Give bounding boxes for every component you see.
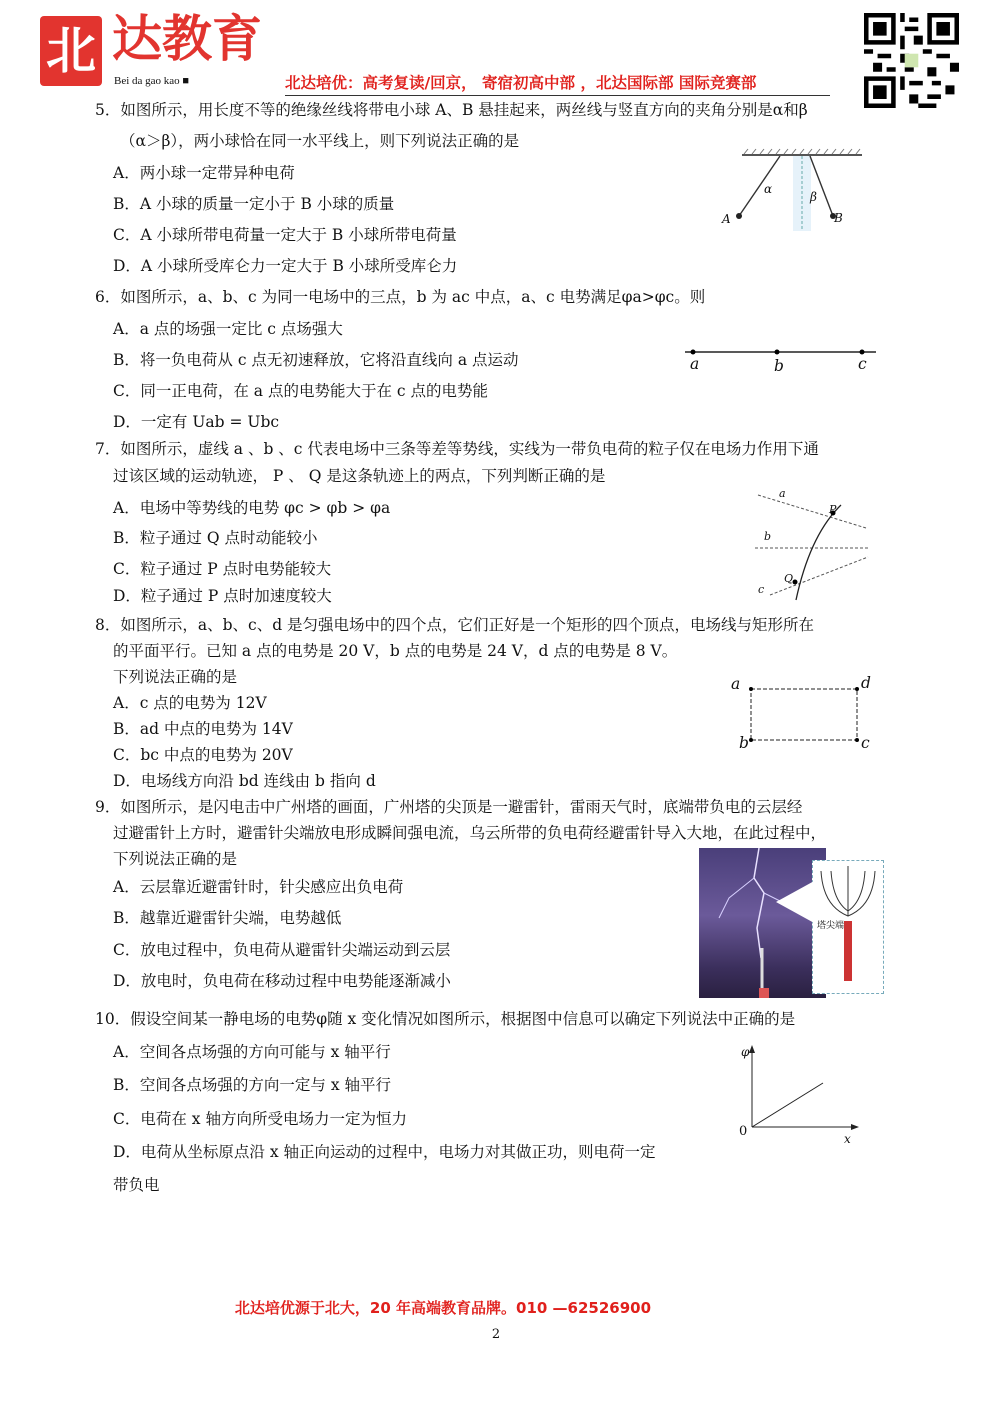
q7-stem-line2: 过该区域的运动轨迹， P 、 Q 是这条轨迹上的两点，下列判断正确的是	[113, 467, 606, 485]
callout-pointer-icon	[776, 880, 816, 925]
q5-stem-line2: （α＞β），两小球恰在同一水平线上，则下列说法正确的是	[120, 132, 520, 150]
q10-stem: 10．假设空间某一静电场的电势φ随 x 变化情况如图所示，根据图中信息可以确定下列说法中正确的是	[95, 1010, 796, 1028]
q7-label-c: c	[758, 583, 765, 596]
q5-label-a: A	[722, 212, 731, 226]
q9-stem-line2: 过避雷针上方时，避雷针尖端放电形成瞬间强电流，乌云所带的负电荷经避雷针导入大地，在此过程中，	[113, 824, 827, 842]
logo-icon	[40, 16, 102, 86]
q5-figure	[720, 145, 870, 235]
q5-option-d: D．A 小球所受库仑力一定大于 B 小球所受库仑力	[113, 257, 458, 275]
header-slogan: 北达培优：高考复读/回京， 寄宿初高中部 ，北达国际部 国际竞赛部	[285, 74, 757, 92]
q5-option-b: B．A 小球的质量一定小于 B 小球的质量	[113, 195, 395, 213]
q9-option-c: C．放电过程中，负电荷从避雷针尖端运动到云层	[113, 941, 451, 959]
q7-figure	[750, 485, 875, 605]
q5-label-beta: β	[810, 190, 817, 204]
q10-label-origin: 0	[739, 1124, 748, 1139]
q8-option-d: D．电场线方向沿 bd 连线由 b 指向 d	[113, 772, 376, 790]
q7-label-b: b	[764, 530, 772, 543]
q9-option-b: B．越靠近避雷针尖端，电势越低	[113, 909, 342, 927]
q7-label-a: a	[779, 487, 786, 500]
q7-option-b: B．粒子通过 Q 点时动能较小	[113, 529, 318, 547]
page-number: 2	[491, 1327, 501, 1342]
q7-option-a: A．电场中等势线的电势 φc > φb > φa	[113, 499, 391, 517]
q10-option-d-cont: 带负电	[113, 1176, 160, 1194]
q7-label-q: Q	[784, 572, 794, 585]
q9-label-tip: 塔尖端	[817, 921, 845, 931]
q7-label-p: P	[829, 503, 837, 516]
q8-label-b: b	[739, 734, 749, 752]
q8-label-d: d	[861, 674, 871, 692]
logo-subtitle: Bei da gao kao ■	[114, 75, 190, 87]
q10-option-b: B．空间各点场强的方向一定与 x 轴平行	[113, 1076, 391, 1094]
logo-char: 北	[46, 21, 96, 80]
q8-option-a: A．c 点的电势为 12V	[113, 694, 267, 712]
q10-option-a: A．空间各点场强的方向可能与 x 轴平行	[113, 1043, 391, 1061]
q9-option-a: A．云层靠近避雷针时，针尖感应出负电荷	[113, 878, 404, 896]
logo-text: 达教育	[112, 10, 262, 68]
q7-option-d: D．粒子通过 P 点时加速度较大	[113, 587, 332, 605]
q8-label-a: a	[731, 675, 741, 693]
q7-stem-line1: 7．如图所示，虚线 a 、b 、c 代表电场中三条等差等势线，实线为一带负电荷的粒子仅在电场力作用下通	[95, 440, 819, 458]
q6-stem: 6．如图所示，a、b、c 为同一电场中的三点，b 为 ac 中点，a、c 电势满足φa>φc。则	[95, 288, 706, 306]
q8-label-c: c	[861, 734, 870, 752]
q5-label-b: B	[834, 211, 843, 225]
q6-option-a: A．a 点的场强一定比 c 点场强大	[113, 320, 343, 338]
q8-option-c: C．bc 中点的电势为 20V	[113, 746, 293, 764]
q5-option-c: C．A 小球所带电荷量一定大于 B 小球所带电荷量	[113, 226, 457, 244]
q8-figure	[745, 683, 865, 745]
q8-stem-line1: 8．如图所示，a、b、c、d 是匀强电场中的四个点，它们正好是一个矩形的四个顶点，电场线与矩形所在	[95, 616, 815, 634]
header-divider	[285, 95, 830, 96]
footer-slogan: 北达培优源于北大，20 年高端教育品牌。010 —62526900	[234, 1299, 652, 1317]
qr-code-icon	[864, 13, 959, 108]
q9-option-d: D．放电时，负电荷在移动过程中电势能逐渐减小	[113, 972, 451, 990]
q10-label-phi: φ	[741, 1045, 750, 1059]
q8-stem-line3: 下列说法正确的是	[113, 668, 238, 686]
q8-stem-line2: 的平面平行。已知 a 点的电势是 20 V，b 点的电势是 24 V，d 点的电势是 8 V。	[113, 642, 678, 660]
q10-option-d: D．电荷从坐标原点沿 x 轴正向运动的过程中，电场力对其做正功，则电荷一定	[113, 1143, 656, 1161]
q10-option-c: C．电荷在 x 轴方向所受电场力一定为恒力	[113, 1110, 407, 1128]
q5-label-alpha: α	[764, 182, 773, 196]
q6-option-b: B．将一负电荷从 c 点无初速释放，它将沿直线向 a 点运动	[113, 351, 519, 369]
q6-option-d: D．一定有 Uab = Ubc	[113, 413, 280, 431]
q9-stem-line1: 9．如图所示，是闪电击中广州塔的画面，广州塔的尖顶是一避雷针，雷雨天气时，底端带负电的云层经	[95, 798, 803, 816]
q7-option-c: C．粒子通过 P 点时电势能较大	[113, 560, 332, 578]
q6-option-c: C．同一正电荷，在 a 点的电势能大于在 c 点的电势能	[113, 382, 488, 400]
q8-option-b: B．ad 中点的电势为 14V	[113, 720, 293, 738]
q6-label-b: b	[774, 357, 784, 375]
q10-label-x: x	[844, 1132, 851, 1146]
q5-option-a: A．两小球一定带异种电荷	[113, 164, 295, 182]
q6-label-a: a	[690, 355, 700, 373]
q10-graph	[745, 1045, 860, 1130]
q9-stem-line3: 下列说法正确的是	[113, 850, 238, 868]
q6-label-c: c	[858, 355, 867, 373]
q5-stem-line1: 5．如图所示，用长度不等的绝缘丝线将带电小球 A、B 悬挂起来，两丝线与竖直方向的夹角分别是α和β	[95, 101, 808, 119]
